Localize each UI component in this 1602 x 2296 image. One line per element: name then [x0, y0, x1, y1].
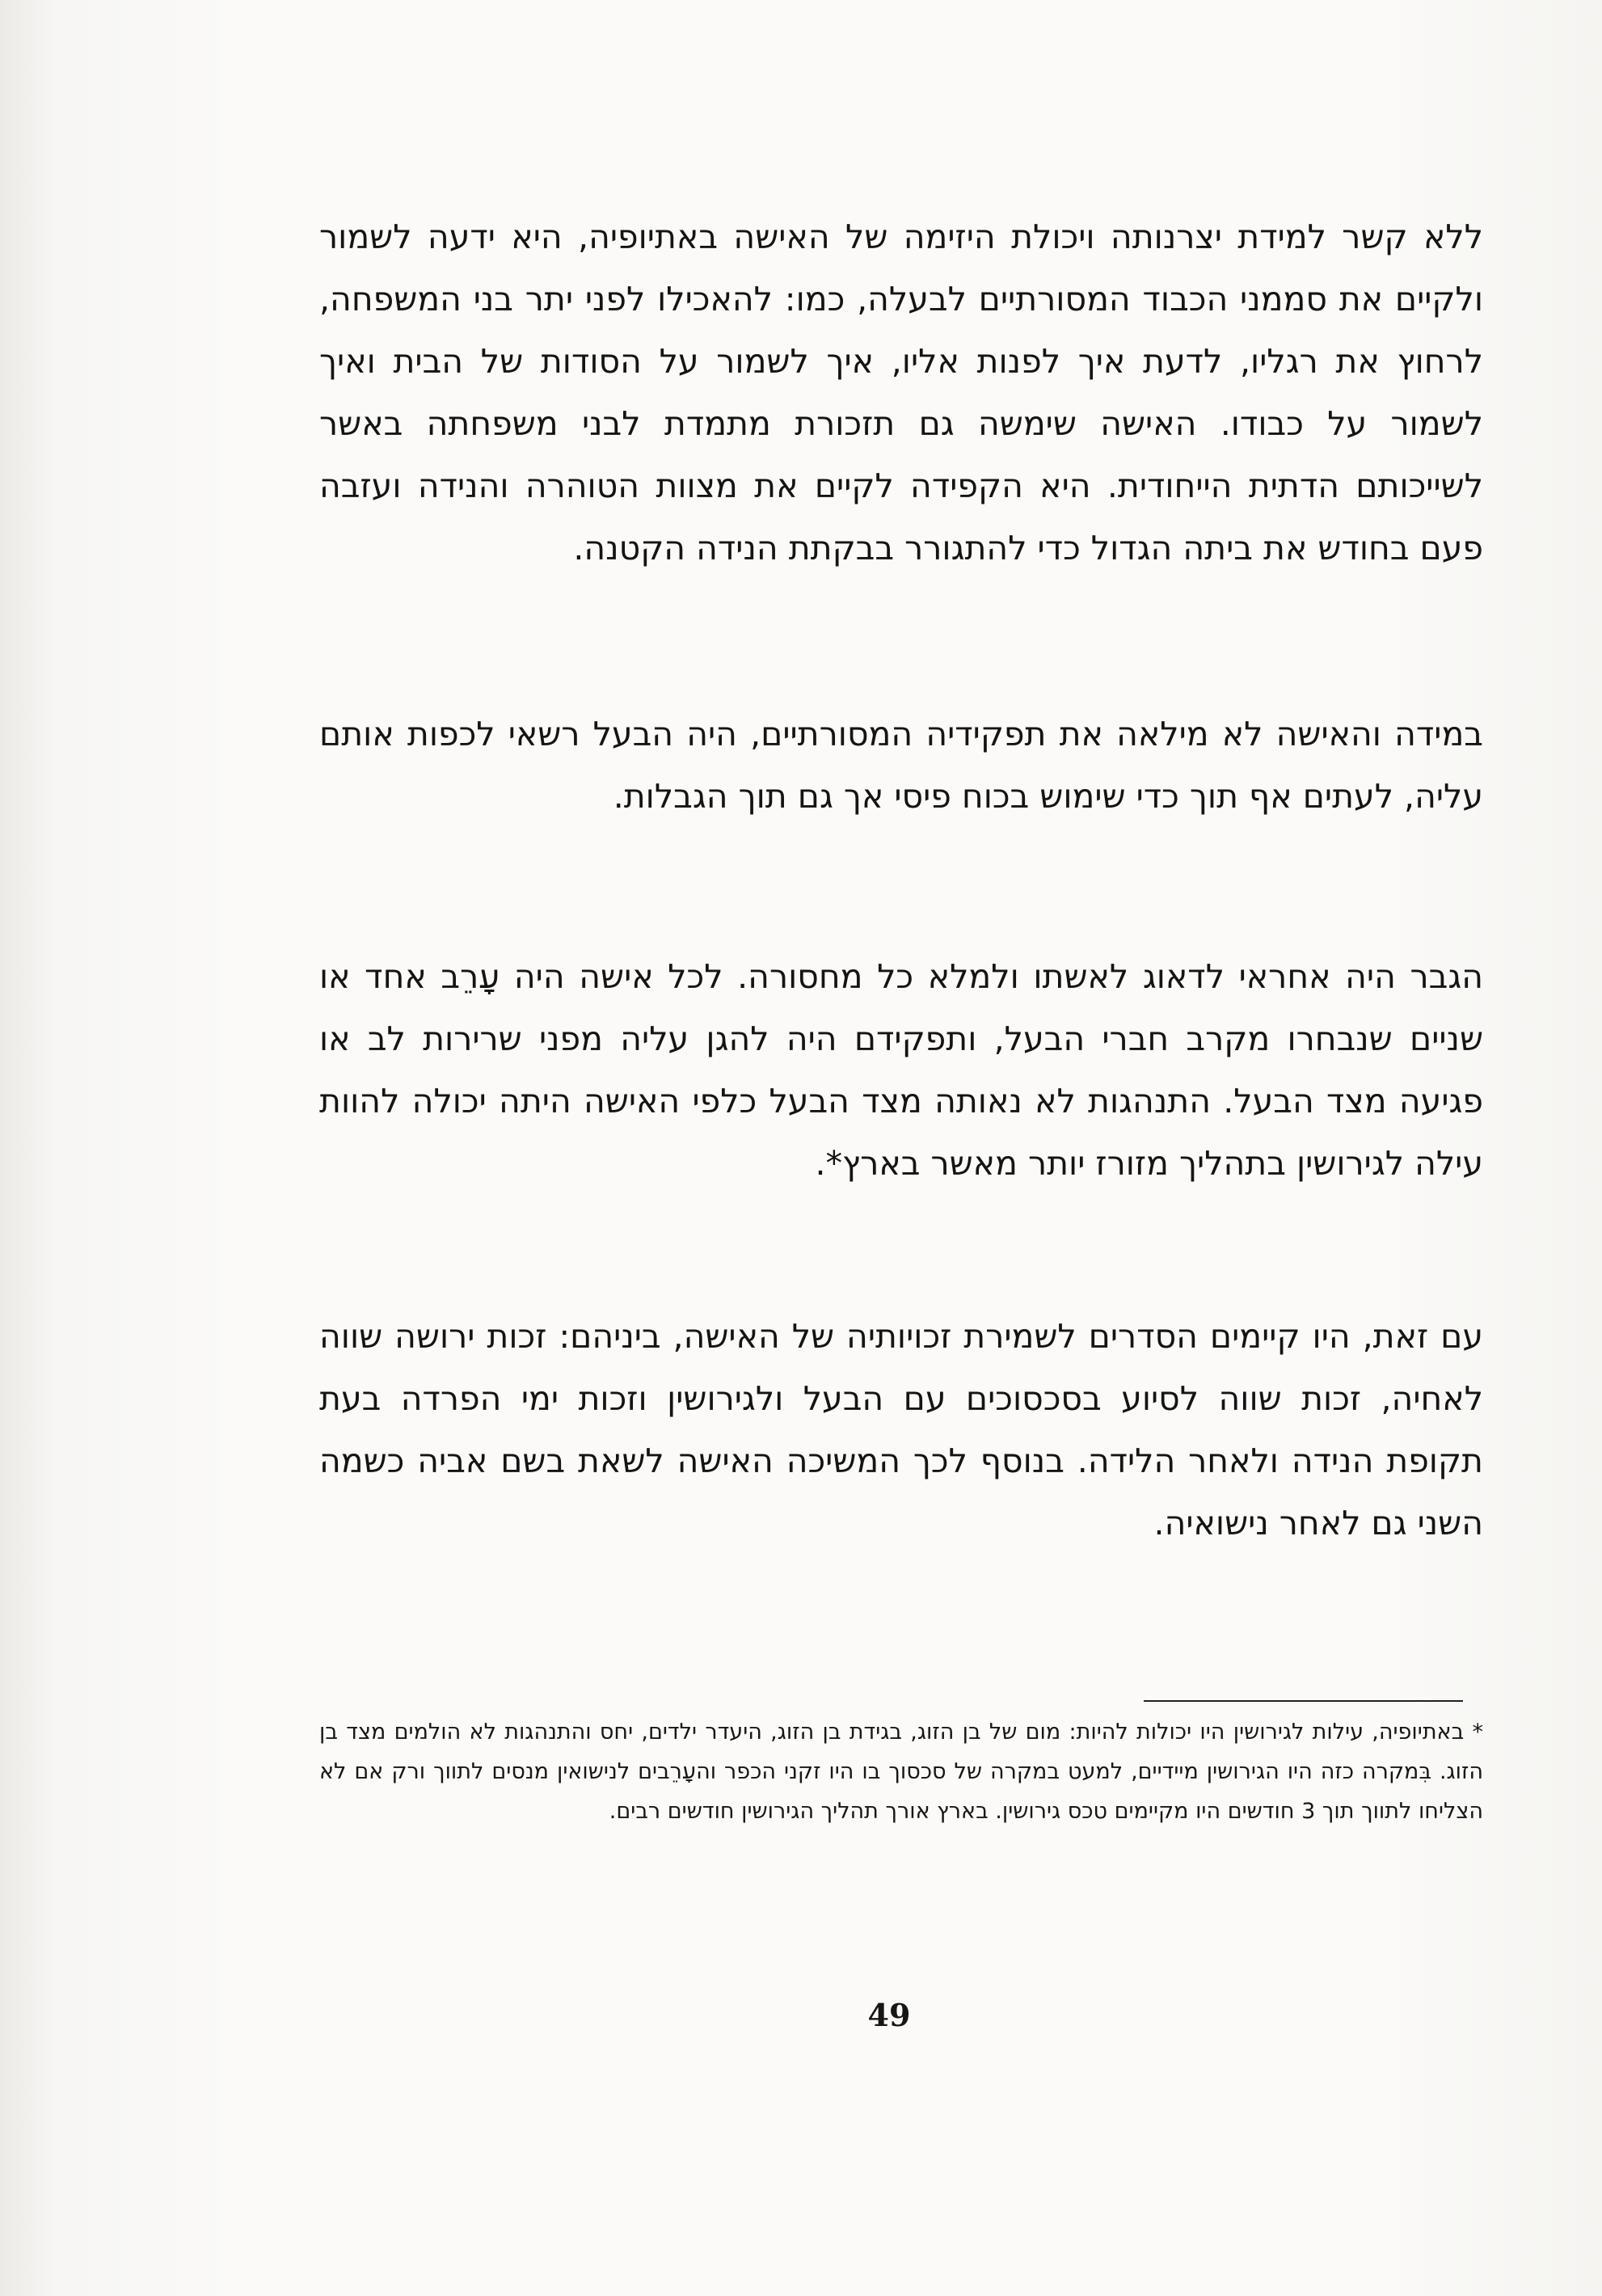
body-paragraph-1: ללא קשר למידת יצרנותה ויכולת היזימה של האישה באתיופיה, היא ידעה לשמור ולקיים את סממני הכבוד המסורתיים לבעלה, כמו: להאכילו לפני יתר בני המשפחה, לרחוץ את רגליו, לדעת איך לפנות אליו, איך לשמור על הסודות של הבית ואיך לשמור על כבודו. האישה שימשה גם תזכורת מתמדת לבני משפחתה באשר לשייכותם הדתית הייחודית. היא הקפידה לקיים את מצוות הטוהרה והנידה ועזבה פעם בחודש את ביתה הגדול כדי להתגורר בבקתת הנידה הקטנה. [319, 217, 1483, 568]
body-paragraph-3: הגבר היה אחראי לדאוג לאשתו ולמלא כל מחסורה. לכל אישה היה עָרֵב אחד או שניים שנבחרו מקרב חברי הבעל, ותפקידם היה להגן עליה מפני שרירות לב או פגיעה מצד הבעל. התנהגות לא נאותה מצד הבעל כלפי האישה היתה יכולה להוות עילה לגירושין בתהליך מזורז יותר מאשר בארץ*. [319, 957, 1483, 1183]
body-paragraph-2: במידה והאישה לא מילאה את תפקידיה המסורתיים, היה הבעל רשאי לכפות אותם עליה, לעתים אף תוך כדי שימוש בכוח פיסי אך גם תוך הגבלות. [319, 715, 1483, 816]
footnote-divider [1144, 1700, 1463, 1702]
body-paragraph-4: עם זאת, היו קיימים הסדרים לשמירת זכויותיה של האישה, ביניהם: זכות ירושה שווה לאחיה, זכות שווה לסיוע בסכסוכים עם הבעל ולגירושין וזכות ימי הפרדה בעת תקופת הנידה ולאחר הלידה. בנוסף לכך המשיכה האישה לשאת בשם אביה כשמה השני גם לאחר נישואיה. [319, 1317, 1483, 1543]
page-number: 49 [867, 1997, 911, 2033]
footnote: * באתיופיה, עילות לגירושין היו יכולות להיות: מום של בן הזוג, בגידת בן הזוג, היעדר ילדים, יחס והתנהגות לא הולמים מצד בן הזוג. בִּמקרה כזה היו הגירושין מיידיים, למעט במקרה של סכסוך בו היו זקני הכפר והעָרֵבים לנישואין מנסים לתווך ורק אם לא הצליחו לתווך תוך 3 חודשים היו מקיימים טכס גירושין. בארץ אורך תהליך הגירושין חודשים רבים. [319, 1720, 1483, 1824]
